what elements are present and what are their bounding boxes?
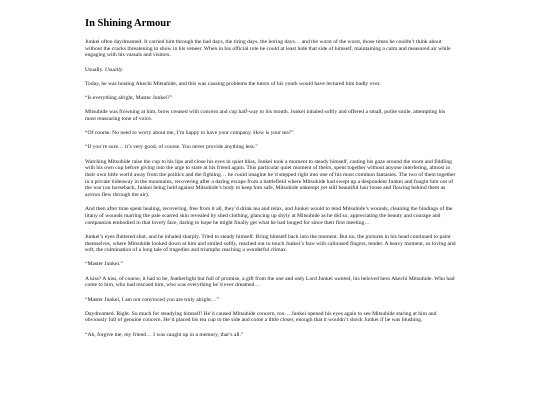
paragraph-text: “Ah, forgive me, my friend… I was caught up in a memory, that’s all.” xyxy=(85,331,244,338)
story-paragraph xyxy=(85,311,457,324)
story-paragraph xyxy=(85,144,457,151)
story-paragraph xyxy=(85,39,457,59)
paragraph-text: Junkei often daydreamed. It carried him through the bad days, the tiring days, the boring days… and the worst of the worst, those times he couldn’t think about without the cracks threatening to show in his veneer. When in his official role he could at least hide that side of himself, maintaining a calm and measured air while engaging with his vassals and visitors. xyxy=(85,39,451,59)
paragraph-text: , his beloved hero Akechi Mitsuhide. Who had come to him, who had rescued him, who was everything he’d ever dreamed… xyxy=(85,275,455,289)
story-paragraph xyxy=(85,332,457,339)
paragraph-text: Watching Mitsuhide raise the cup to his lips and close his eyes in quiet bliss, Junkei took a moment to steady himself, casting his gaze around the room and fiddling with his own cup before giving into the urge to stare at his friend again. This particular quiet moment of theirs, spent together without anyone interfering, almost in their own little world away from the politics and the fighting… he could imagine he’d stepped right into one of his most common fantasies. The two of them together in a private hideaway in the mountains, recovering after a daring escape from a battlefield where Mitsuhide had swept up a despondent Junkei and fought him out of the war (on horseback, Junkei being held against Mitsuhide’s body to keep him safe, Mitsuhide unkempt yet still beautiful hair loose and flowing behind them as arrows flew through the air). xyxy=(85,158,456,199)
paragraph-text: Daydreamed. Right. So much for steadying himself! He’d caused Mitsuhide concern, too… Junkei opened his eyes again to see Mitsuhide staring at him and obviously full of genuine concern. He’d placed his tea cup to the side and come a little closer, enough that it wouldn’t shock Junkei if he was blushing. xyxy=(85,310,437,324)
document-page xyxy=(85,17,457,346)
paragraph-text: And then after time spent healing, recovering, free from it all, they’d drink tea and relax, and Junkei would to tend Mitsuhide’s wounds, cleaning the bindings of the litany of wounds marring the pale scarred skin revealed by shed clothing, glancing up shyly at Mitsuhide as he did so, appreciating the beauty and courage and compassion embodied in that lovely face, daring to hope he might finally get what he had longed for since their first meeting… xyxy=(85,206,453,226)
story-paragraph xyxy=(85,159,457,199)
paragraph-text: “Master Junkei, I am not convinced you are truly alright…” xyxy=(85,296,219,303)
story-paragraph xyxy=(85,95,457,102)
paragraph-text: “If you’re sure… it’s very good, of course. You never provide anything less.” xyxy=(85,144,258,151)
paragraph-text: Usually. xyxy=(85,66,105,73)
paragraph-text: “Of course. No need to worry about me, I’m happy to have your company. How is your tea?” xyxy=(85,130,294,137)
story-paragraph xyxy=(85,81,457,88)
emphasis-text: wanted xyxy=(334,275,351,282)
paragraph-text: Mitsuhide was frowning at him, brow creased with concern and cup half-way to his mouth. Junkei inhaled softly and offered a small, polite smile, attempting his most reassuring tone of voice. xyxy=(85,109,446,122)
story-paragraph xyxy=(85,297,457,304)
paragraph-text: Junkei’s eyes fluttered shut, and he inhaled sharply. Tried to steady himself. Bring himself back into the moment. But no, the pictures in his head continued to paint themselves, where Mitsuhide looked down at him and smiled softly, reached out to touch Junkei’s face with calloused fingers, tender. A heavy moment, so loving and soft, the culmination of a long tale of tragedies and triumphs reaching a wonderful climax. xyxy=(85,233,456,254)
story-paragraph xyxy=(85,234,457,254)
paragraph-text: “Master Junkei.” xyxy=(85,261,123,268)
story-paragraph xyxy=(85,276,457,289)
story-paragraph xyxy=(85,261,457,268)
story-paragraph xyxy=(85,206,457,226)
story-body xyxy=(85,39,457,338)
story-paragraph xyxy=(85,130,457,137)
story-title: In Shining Armour xyxy=(85,18,171,29)
emphasis-text: Usually. xyxy=(104,66,124,73)
paragraph-text: “Is everything alright, Master Junkei?” xyxy=(85,95,173,102)
story-paragraph xyxy=(85,67,457,74)
story-paragraph xyxy=(85,109,457,122)
paragraph-text: Today, he was hosting Akechi Mitsuhide, and this was causing problems the tutors of his youth would have lectured him badly over. xyxy=(85,80,381,87)
paragraph-text: A kiss? A kiss, of course, it had to be, featherlight but full of promise, a gift from the one and only Lord Junkei xyxy=(85,275,335,282)
